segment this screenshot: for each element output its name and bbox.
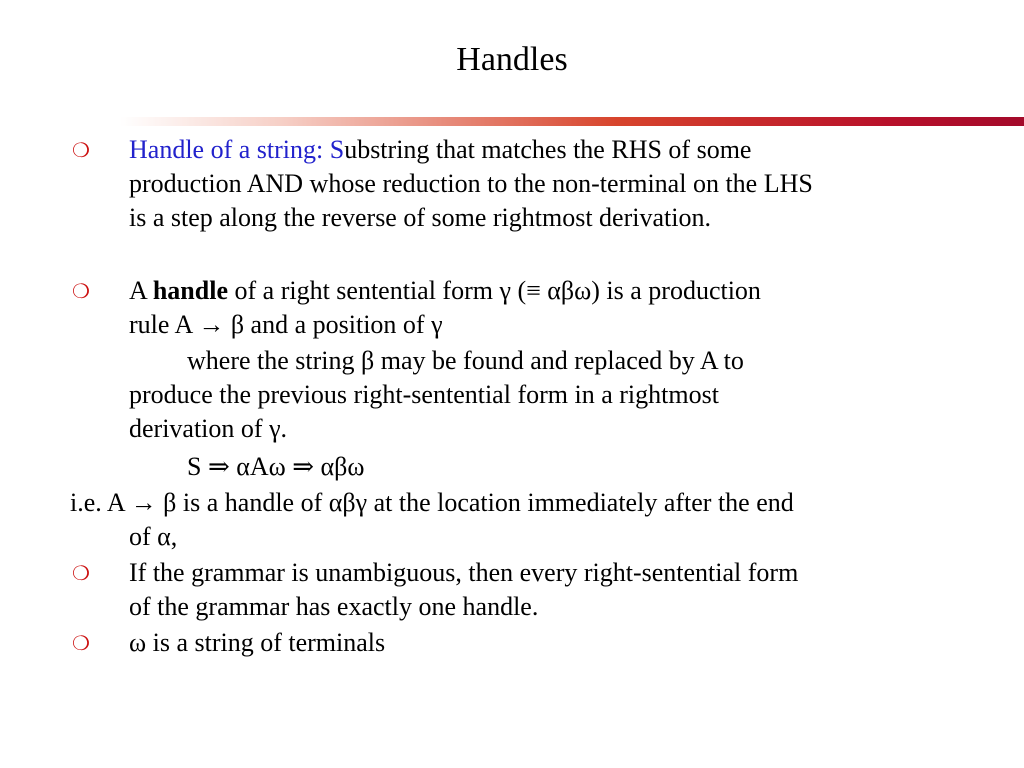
handle-term: handle — [152, 276, 228, 305]
bullet-2-line-1 — [129, 274, 761, 308]
bullet-2-line-1-a: A — [129, 276, 153, 305]
bullet-1-line-3: is a step along the reverse of some rightmost derivation. — [129, 203, 711, 232]
bullet-2-line-4: produce the previous right-sentential form in a rightmost — [129, 380, 719, 409]
bullet-2-line-3: where the string β may be found and replaced by A to — [187, 346, 744, 375]
ie-line-1: i.e. A → β is a handle of αβγ at the location immediately after the end — [70, 488, 794, 517]
bullet-2-line-1-b: of a right sentential form γ (≡ αβω) is a production — [228, 276, 761, 305]
bullet-4-line-1: ω is a string of terminals — [129, 628, 386, 657]
bullet-3-line-1: If the grammar is unambiguous, then every right-sentential form — [129, 558, 799, 587]
bullet-icon: ❍ — [72, 140, 90, 162]
bullet-2-line-2: rule A → β and a position of γ — [129, 310, 443, 339]
bullet-3-line-2: of the grammar has exactly one handle. — [129, 592, 539, 621]
slide-title: Handles — [456, 41, 568, 78]
bullet-1-line-1-rest: ubstring that matches the RHS of some — [344, 135, 752, 164]
bullet-icon: ❍ — [72, 563, 90, 585]
handle-of-string-term: Handle of a string: S — [129, 135, 345, 164]
bullet-icon: ❍ — [72, 281, 90, 303]
bullet-1-line-1 — [129, 133, 751, 167]
bullet-1-line-2: production AND whose reduction to the non-terminal on the LHS — [129, 169, 813, 198]
bullet-2-line-5: derivation of γ. — [129, 414, 288, 443]
bullet-icon: ❍ — [72, 633, 90, 655]
title-divider — [120, 117, 1024, 126]
derivation-formula: S ⇒ αAω ⇒ αβω — [187, 452, 365, 481]
ie-line-2: of α, — [129, 522, 178, 551]
